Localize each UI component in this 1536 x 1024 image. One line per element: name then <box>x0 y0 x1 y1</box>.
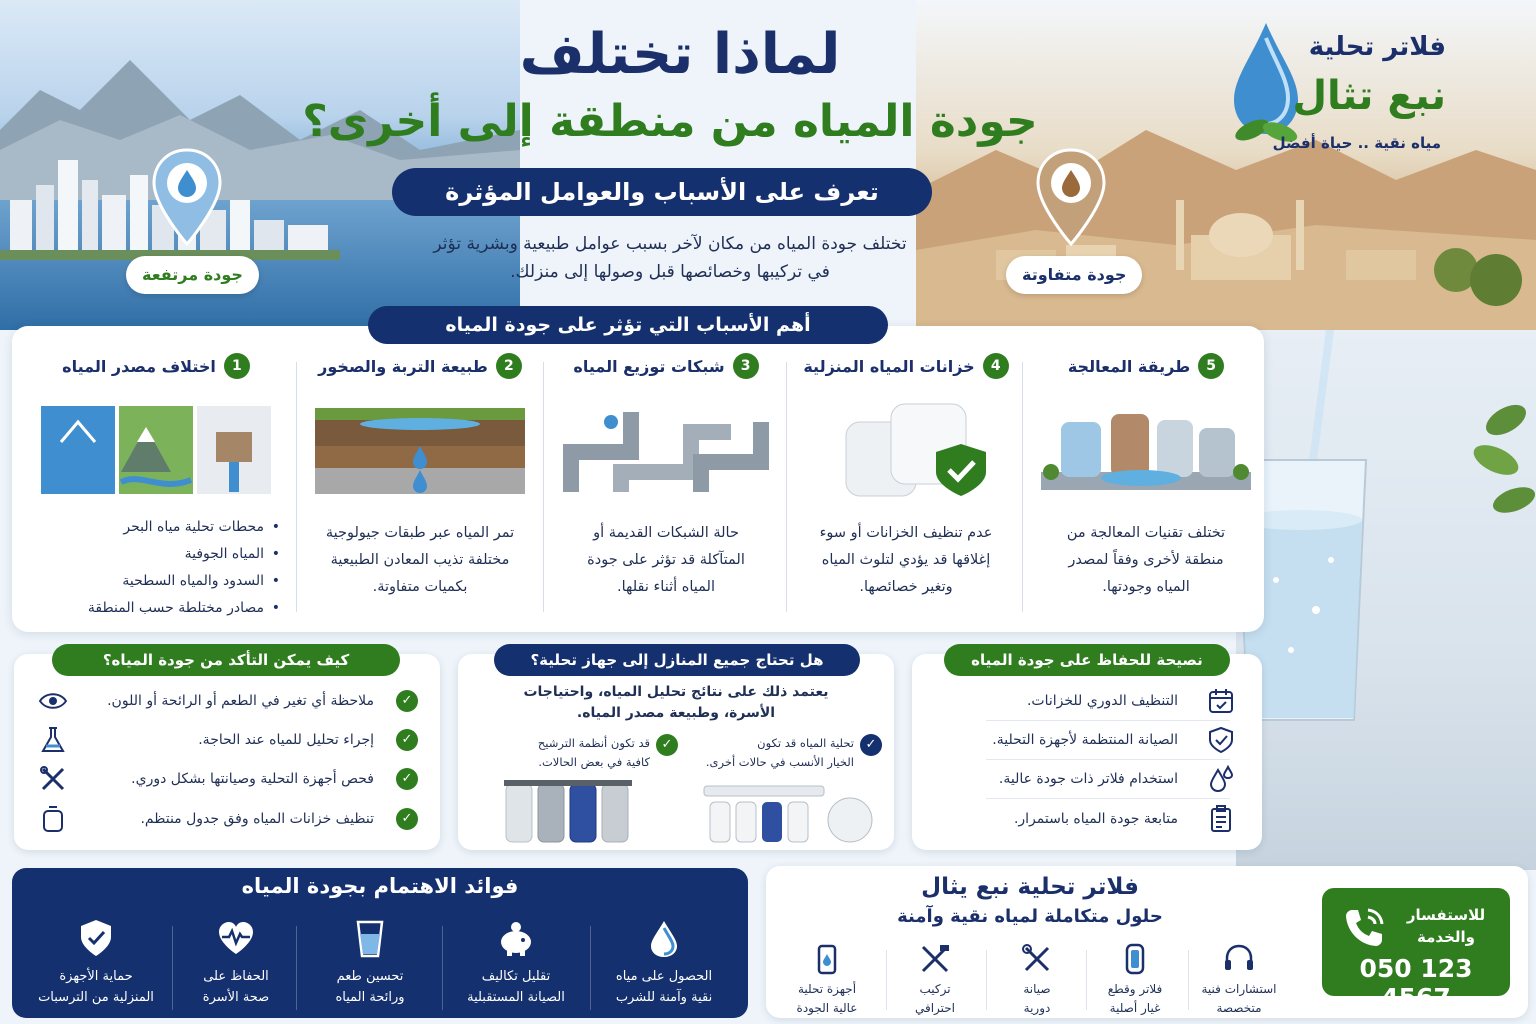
cause-number: 3 <box>733 353 759 379</box>
tip-row <box>936 725 1236 755</box>
verify-text: ملاحظة أي تغير في الطعم أو الرائحة أو اللون. <box>107 693 374 709</box>
treatment-plant-illustration <box>1031 402 1261 498</box>
option-filtration <box>488 734 678 772</box>
cause-line: منطقة لأخرى وفقاً لمصدر <box>1068 552 1224 568</box>
tools-icon <box>918 942 952 976</box>
benefit-line-1: تقليل تكاليف <box>481 969 551 984</box>
need-desalination-title: هل تحتاج جميع المنازل إلى جهاز تحلية؟ <box>494 644 860 676</box>
benefit-item <box>446 918 586 1008</box>
wrench-icon <box>1020 942 1054 976</box>
cause-home-tanks <box>786 352 1026 622</box>
page-title: لماذا تختلف <box>519 22 841 87</box>
cause-line: مختلفة تذيب المعادن الطبيعية <box>330 552 510 568</box>
check-icon: ✓ <box>860 734 882 756</box>
brand-name-line-1: فلاتر تحلية <box>1308 32 1446 62</box>
benefit-divider <box>442 926 443 1010</box>
cause-title: خزانات المياه المنزلية <box>803 356 975 376</box>
verify-quality-title: كيف يمكن التأكد من جودة المياه؟ <box>52 644 400 676</box>
location-pin-blue-icon <box>152 148 222 248</box>
page-subtitle: جودة المياه من منطقة إلى أخرى؟ <box>302 96 1038 147</box>
service-line-1: تركيب <box>919 982 951 996</box>
tools-icon <box>38 764 68 794</box>
service-divider <box>886 950 887 1010</box>
column-divider <box>786 362 787 612</box>
benefit-line-2: نقية وآمنة للشرب <box>615 990 713 1005</box>
contact-line-2: والخدمة <box>1417 928 1475 946</box>
verify-row <box>38 804 418 834</box>
cause-distribution-networks <box>546 352 786 622</box>
option-line-1: تحلية المياه قد تكون <box>757 736 854 750</box>
service-line-2: متخصصة <box>1216 1001 1262 1015</box>
drop-icon <box>644 918 684 958</box>
cause-soil-rocks <box>300 352 540 622</box>
tip-text: الصيانة المنتظمة لأجهزة التحلية. <box>992 732 1178 748</box>
benefits-title: فوائد الاهتمام بجودة المياه <box>241 874 519 898</box>
cause-line: إغلاقها قد يؤدي لتلوث المياه <box>821 552 991 568</box>
subtitle-banner: تعرف على الأسباب والعوامل المؤثرة <box>392 168 932 216</box>
check-icon: ✓ <box>396 729 418 751</box>
service-item <box>992 942 1082 1018</box>
tips-title: نصيحة للحفاظ على جودة المياه <box>944 644 1230 676</box>
row-divider <box>986 759 1230 760</box>
service-line-1: استشارات فنية <box>1201 982 1277 996</box>
phone-number[interactable]: 050 123 4567 <box>1359 954 1473 1012</box>
benefit-item <box>166 918 306 1008</box>
location-pin-brown-icon <box>1036 148 1106 248</box>
intro-line-1: تختلف جودة المياه من مكان لآخر بسبب عوامل طبيعية وبشرية تؤثر <box>433 234 907 254</box>
cause-number: 4 <box>983 353 1009 379</box>
cause-water-source <box>36 352 276 622</box>
service-item <box>1194 942 1284 1018</box>
piggy-bank-icon <box>496 918 536 958</box>
check-icon: ✓ <box>396 808 418 830</box>
row-divider <box>986 720 1230 721</box>
clipboard-icon <box>1206 804 1236 834</box>
list-item: • المياه الجوفية <box>36 541 276 568</box>
water-sources-illustration <box>41 402 271 498</box>
cause-line: تمر المياه عبر طبقات جيولوجية <box>325 525 515 541</box>
service-line-2: غيار أصلية <box>1109 1001 1161 1015</box>
filter-housings-illustration <box>500 776 640 844</box>
cause-number: 2 <box>496 353 522 379</box>
flask-icon <box>38 725 68 755</box>
benefit-item <box>26 918 166 1008</box>
pipes-illustration <box>551 402 781 498</box>
cause-number: 1 <box>224 353 250 379</box>
cause-title: اختلاف مصدر المياه <box>62 356 216 376</box>
list-item: • السدود والمياه السطحية <box>36 568 276 595</box>
brand-logo <box>1236 18 1496 158</box>
option-line-1: قد تكون أنظمة الترشيح <box>537 736 650 750</box>
intro-paragraph <box>420 230 920 286</box>
contact-box[interactable] <box>1322 888 1510 1012</box>
contact-label <box>1396 904 1496 948</box>
company-name: فلاتر تحلية نبع يثال <box>921 874 1139 900</box>
service-line-2: احترافي <box>914 1001 956 1015</box>
column-divider <box>543 362 544 612</box>
ro-system-illustration <box>700 776 880 844</box>
cause-title: طريقة المعالجة <box>1067 356 1191 376</box>
cause-line: المتآكلة قد تؤثر على جودة <box>587 552 745 568</box>
verify-text: إجراء تحليل للمياه عند الحاجة. <box>198 732 374 748</box>
service-line-1: أجهزة تحلية <box>797 982 857 996</box>
soil-layers-illustration <box>305 402 535 498</box>
plant-decoration <box>1456 380 1536 560</box>
tip-row <box>936 764 1236 794</box>
verify-text: فحص أجهزة التحلية وصيانتها بشكل دوري. <box>131 771 374 787</box>
cause-line: عدم تنظيف الخزانات أو سوء <box>819 525 993 541</box>
shield-icon <box>76 918 116 958</box>
service-divider <box>986 950 987 1010</box>
check-icon: ✓ <box>396 768 418 790</box>
need-intro-line-1: يعتمد ذلك على نتائج تحليل المياه، واحتياجات <box>523 684 829 700</box>
service-divider <box>1086 950 1087 1010</box>
service-line-2: عالية الجودة <box>796 1001 858 1015</box>
check-icon: ✓ <box>396 690 418 712</box>
benefit-line-2: الصيانة المستقبلية <box>467 990 565 1005</box>
service-line-1: فلاتر وقطع <box>1107 982 1163 996</box>
cause-treatment-method <box>1026 352 1266 622</box>
need-intro <box>480 682 872 724</box>
tip-text: متابعة جودة المياه باستمرار. <box>1013 811 1178 827</box>
water-tanks-illustration <box>791 402 1021 498</box>
benefit-line-1: الحفاظ على <box>203 969 269 984</box>
benefit-line-2: المنزلية من الترسبات <box>38 990 154 1005</box>
causes-title: أهم الأسباب التي تؤثر على جودة المياه <box>368 306 888 344</box>
benefit-line-1: تحسين طعم <box>336 969 404 984</box>
option-line-2: الخيار الأنسب في حالات أخرى. <box>705 755 854 769</box>
calendar-icon <box>1206 686 1236 716</box>
check-icon: ✓ <box>656 734 678 756</box>
cause-line: المياه أثناء نقلها. <box>617 579 715 595</box>
verify-row <box>38 686 418 716</box>
tip-row <box>936 804 1236 834</box>
variable-quality-label: جودة متفاوتة <box>1006 256 1142 294</box>
need-intro-line-2: الأسرة، وطبيعة مصدر المياه. <box>576 705 776 721</box>
column-divider <box>296 362 297 612</box>
service-item <box>782 942 872 1018</box>
cause-line: وتغير خصائصها. <box>859 579 953 595</box>
high-quality-label: جودة مرتفعة <box>126 256 259 294</box>
option-desalination <box>692 734 882 772</box>
benefit-line-2: ورائحة المياه <box>335 990 405 1005</box>
verify-row <box>38 764 418 794</box>
benefit-line-2: صحة الأسرة <box>202 990 270 1005</box>
benefit-item <box>300 918 440 1008</box>
service-item <box>890 942 980 1018</box>
intro-line-2: في تركيبها وخصائصها قبل وصولها إلى منزلك. <box>510 262 830 282</box>
company-tagline: حلول متكاملة لمياه نقية وآمنة <box>897 906 1163 927</box>
verify-row <box>38 725 418 755</box>
list-item: • مصادر مختلطة حسب المنطقة <box>36 595 276 622</box>
service-line-1: صيانة <box>1023 982 1051 996</box>
heart-pulse-icon <box>216 918 256 958</box>
brand-slogan: مياه نقية .. حياة أفضل <box>1272 134 1441 152</box>
benefit-item <box>594 918 734 1008</box>
shield-check-icon <box>1206 725 1236 755</box>
service-divider <box>1188 950 1189 1010</box>
benefit-divider <box>172 926 173 1010</box>
cause-title: شبكات توزيع المياه <box>573 356 725 376</box>
contact-line-1: للاستفسار <box>1406 906 1486 924</box>
cause-number: 5 <box>1198 353 1224 379</box>
tip-text: التنظيف الدوري للخزانات. <box>1026 693 1178 709</box>
verify-text: تنظيف خزانات المياه وفق جدول منتظم. <box>140 811 374 827</box>
phone-icon <box>1338 902 1388 952</box>
brand-name-line-2: نبع تثال <box>1292 73 1446 119</box>
cause-line: تختلف تقنيات المعالجة من <box>1066 525 1226 541</box>
service-line-2: دورية <box>1023 1001 1051 1015</box>
cause-line: المياه وجودتها. <box>1102 579 1190 595</box>
cause-line: حالة الشبكات القديمة أو <box>593 525 739 541</box>
benefit-line-1: الحصول على مياه <box>615 969 713 984</box>
eye-icon <box>38 686 68 716</box>
filter-icon <box>1118 942 1152 976</box>
option-line-2: كافية في بعض الحالات. <box>538 755 650 769</box>
headset-icon <box>1222 942 1256 976</box>
tip-row <box>936 686 1236 716</box>
service-item <box>1090 942 1180 1018</box>
list-item: • محطات تحلية مياه البحر <box>36 514 276 541</box>
benefit-divider <box>590 926 591 1010</box>
tip-text: استخدام فلاتر ذات جودة عالية. <box>998 771 1178 787</box>
glass-icon <box>350 918 390 958</box>
drops-icon <box>1206 764 1236 794</box>
device-icon <box>810 942 844 976</box>
cause-line: بكميات متفاوتة. <box>372 579 468 595</box>
row-divider <box>986 798 1230 799</box>
water-source-list <box>36 514 276 622</box>
tank-icon <box>38 804 68 834</box>
cause-title: طبيعة التربة والصخور <box>318 356 488 376</box>
benefit-line-1: حماية الأجهزة <box>59 969 133 984</box>
